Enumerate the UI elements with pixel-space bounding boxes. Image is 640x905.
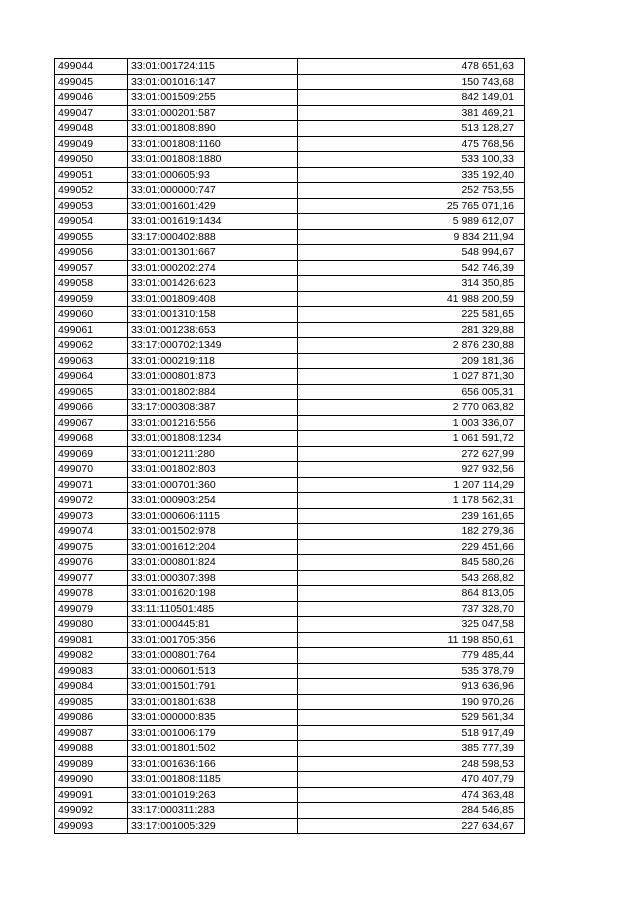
value-cell: 9 834 211,94 <box>298 229 525 245</box>
value-cell: 190 970,26 <box>298 694 525 710</box>
table-row <box>55 648 525 664</box>
table-row <box>55 338 525 354</box>
row-id-cell: 499061 <box>55 322 128 338</box>
table-row <box>55 772 525 788</box>
row-id-cell: 499048 <box>55 121 128 137</box>
cadastral-number-cell: 33:01:001808:1234 <box>128 431 298 447</box>
table-row <box>55 74 525 90</box>
value-cell: 252 753,55 <box>298 183 525 199</box>
row-id-cell: 499081 <box>55 632 128 648</box>
row-id-cell: 499057 <box>55 260 128 276</box>
cadastral-number-cell: 33:01:001238:653 <box>128 322 298 338</box>
row-id-cell: 499084 <box>55 679 128 695</box>
cadastral-number-cell: 33:01:000605:93 <box>128 167 298 183</box>
cadastral-number-cell: 33:01:001509:255 <box>128 90 298 106</box>
cadastral-number-cell: 33:01:001019:263 <box>128 787 298 803</box>
cadastral-number-cell: 33:01:001636:166 <box>128 756 298 772</box>
cadastral-number-cell: 33:17:000402:888 <box>128 229 298 245</box>
table-row <box>55 555 525 571</box>
row-id-cell: 499047 <box>55 105 128 121</box>
row-id-cell: 499064 <box>55 369 128 385</box>
cadastral-number-cell: 33:01:001620:198 <box>128 586 298 602</box>
row-id-cell: 499068 <box>55 431 128 447</box>
value-cell: 272 627,99 <box>298 446 525 462</box>
table-row <box>55 508 525 524</box>
table-row <box>55 198 525 214</box>
row-id-cell: 499052 <box>55 183 128 199</box>
row-id-cell: 499055 <box>55 229 128 245</box>
row-id-cell: 499050 <box>55 152 128 168</box>
value-cell: 229 451,66 <box>298 539 525 555</box>
cadastral-number-cell: 33:17:001005:329 <box>128 818 298 834</box>
row-id-cell: 499046 <box>55 90 128 106</box>
row-id-cell: 499060 <box>55 307 128 323</box>
cadastral-number-cell: 33:01:000601:513 <box>128 663 298 679</box>
row-id-cell: 499093 <box>55 818 128 834</box>
row-id-cell: 499076 <box>55 555 128 571</box>
value-cell: 1 178 562,31 <box>298 493 525 509</box>
table-row <box>55 601 525 617</box>
cadastral-number-cell: 33:01:000606:1115 <box>128 508 298 524</box>
cadastral-number-cell: 33:01:001502:978 <box>128 524 298 540</box>
row-id-cell: 499077 <box>55 570 128 586</box>
table-row <box>55 462 525 478</box>
table-row <box>55 152 525 168</box>
table-row <box>55 524 525 540</box>
table-row <box>55 322 525 338</box>
value-cell: 542 746,39 <box>298 260 525 276</box>
value-cell: 1 061 591,72 <box>298 431 525 447</box>
table-row <box>55 167 525 183</box>
row-id-cell: 499044 <box>55 59 128 75</box>
row-id-cell: 499071 <box>55 477 128 493</box>
cadastral-number-cell: 33:01:001216:556 <box>128 415 298 431</box>
value-cell: 1 003 336,07 <box>298 415 525 431</box>
cadastral-number-cell: 33:01:001301:667 <box>128 245 298 261</box>
cadastral-number-cell: 33:17:000308:387 <box>128 400 298 416</box>
table-row <box>55 663 525 679</box>
document-table-wrapper <box>54 58 524 834</box>
value-cell: 478 651,63 <box>298 59 525 75</box>
value-cell: 864 813,05 <box>298 586 525 602</box>
row-id-cell: 499087 <box>55 725 128 741</box>
row-id-cell: 499056 <box>55 245 128 261</box>
cadastral-number-cell: 33:01:000701:360 <box>128 477 298 493</box>
value-cell: 548 994,67 <box>298 245 525 261</box>
cadastral-number-cell: 33:01:001808:1880 <box>128 152 298 168</box>
row-id-cell: 499091 <box>55 787 128 803</box>
row-id-cell: 499085 <box>55 694 128 710</box>
value-cell: 325 047,58 <box>298 617 525 633</box>
cadastral-number-cell: 33:01:001601:429 <box>128 198 298 214</box>
value-cell: 2 876 230,88 <box>298 338 525 354</box>
cadastral-number-cell: 33:01:001802:803 <box>128 462 298 478</box>
value-cell: 209 181,36 <box>298 353 525 369</box>
table-row <box>55 369 525 385</box>
cadastral-number-cell: 33:01:000000:747 <box>128 183 298 199</box>
row-id-cell: 499063 <box>55 353 128 369</box>
row-id-cell: 499051 <box>55 167 128 183</box>
cadastral-number-cell: 33:01:001006:179 <box>128 725 298 741</box>
cadastral-number-cell: 33:01:001801:502 <box>128 741 298 757</box>
cadastral-value-table <box>54 58 525 834</box>
row-id-cell: 499078 <box>55 586 128 602</box>
value-cell: 842 149,01 <box>298 90 525 106</box>
row-id-cell: 499079 <box>55 601 128 617</box>
table-row <box>55 570 525 586</box>
value-cell: 239 161,65 <box>298 508 525 524</box>
row-id-cell: 499074 <box>55 524 128 540</box>
cadastral-number-cell: 33:01:001808:890 <box>128 121 298 137</box>
value-cell: 314 350,85 <box>298 276 525 292</box>
value-cell: 41 988 200,59 <box>298 291 525 307</box>
row-id-cell: 499088 <box>55 741 128 757</box>
table-row <box>55 245 525 261</box>
table-row <box>55 632 525 648</box>
value-cell: 475 768,56 <box>298 136 525 152</box>
value-cell: 913 636,96 <box>298 679 525 695</box>
value-cell: 533 100,33 <box>298 152 525 168</box>
value-cell: 385 777,39 <box>298 741 525 757</box>
cadastral-number-cell: 33:01:001724:115 <box>128 59 298 75</box>
table-row <box>55 384 525 400</box>
value-cell: 779 485,44 <box>298 648 525 664</box>
row-id-cell: 499066 <box>55 400 128 416</box>
table-row <box>55 121 525 137</box>
table-row <box>55 493 525 509</box>
row-id-cell: 499069 <box>55 446 128 462</box>
row-id-cell: 499054 <box>55 214 128 230</box>
value-cell: 927 932,56 <box>298 462 525 478</box>
cadastral-number-cell: 33:01:000801:873 <box>128 369 298 385</box>
table-row <box>55 710 525 726</box>
row-id-cell: 499067 <box>55 415 128 431</box>
value-cell: 1 027 871,30 <box>298 369 525 385</box>
row-id-cell: 499065 <box>55 384 128 400</box>
value-cell: 529 561,34 <box>298 710 525 726</box>
cadastral-number-cell: 33:01:001802:884 <box>128 384 298 400</box>
table-body <box>55 59 525 834</box>
value-cell: 335 192,40 <box>298 167 525 183</box>
value-cell: 656 005,31 <box>298 384 525 400</box>
value-cell: 25 765 071,16 <box>298 198 525 214</box>
table-row <box>55 787 525 803</box>
table-row <box>55 59 525 75</box>
cadastral-number-cell: 33:17:000702:1349 <box>128 338 298 354</box>
cadastral-number-cell: 33:01:001426:623 <box>128 276 298 292</box>
cadastral-number-cell: 33:01:000202:274 <box>128 260 298 276</box>
value-cell: 150 743,68 <box>298 74 525 90</box>
row-id-cell: 499072 <box>55 493 128 509</box>
row-id-cell: 499049 <box>55 136 128 152</box>
row-id-cell: 499045 <box>55 74 128 90</box>
row-id-cell: 499090 <box>55 772 128 788</box>
cadastral-number-cell: 33:01:000801:824 <box>128 555 298 571</box>
row-id-cell: 499092 <box>55 803 128 819</box>
table-row <box>55 307 525 323</box>
cadastral-number-cell: 33:01:000219:118 <box>128 353 298 369</box>
value-cell: 225 581,65 <box>298 307 525 323</box>
cadastral-number-cell: 33:01:000000:835 <box>128 710 298 726</box>
value-cell: 2 770 063,82 <box>298 400 525 416</box>
table-row <box>55 291 525 307</box>
cadastral-number-cell: 33:01:001619:1434 <box>128 214 298 230</box>
row-id-cell: 499070 <box>55 462 128 478</box>
table-row <box>55 260 525 276</box>
row-id-cell: 499059 <box>55 291 128 307</box>
table-row <box>55 105 525 121</box>
cadastral-number-cell: 33:01:000903:254 <box>128 493 298 509</box>
value-cell: 470 407,79 <box>298 772 525 788</box>
table-row <box>55 741 525 757</box>
value-cell: 513 128,27 <box>298 121 525 137</box>
table-row <box>55 586 525 602</box>
row-id-cell: 499073 <box>55 508 128 524</box>
cadastral-number-cell: 33:01:000445:81 <box>128 617 298 633</box>
table-row <box>55 679 525 695</box>
row-id-cell: 499082 <box>55 648 128 664</box>
value-cell: 474 363,48 <box>298 787 525 803</box>
table-row <box>55 803 525 819</box>
table-row <box>55 415 525 431</box>
cadastral-number-cell: 33:01:001808:1160 <box>128 136 298 152</box>
table-row <box>55 694 525 710</box>
value-cell: 182 279,36 <box>298 524 525 540</box>
value-cell: 381 469,21 <box>298 105 525 121</box>
value-cell: 518 917,49 <box>298 725 525 741</box>
table-row <box>55 229 525 245</box>
value-cell: 535 378,79 <box>298 663 525 679</box>
cadastral-number-cell: 33:01:001808:1185 <box>128 772 298 788</box>
row-id-cell: 499083 <box>55 663 128 679</box>
value-cell: 5 989 612,07 <box>298 214 525 230</box>
table-row <box>55 477 525 493</box>
table-row <box>55 617 525 633</box>
value-cell: 11 198 850,61 <box>298 632 525 648</box>
table-row <box>55 276 525 292</box>
table-row <box>55 756 525 772</box>
cadastral-number-cell: 33:11:110501:485 <box>128 601 298 617</box>
table-row <box>55 136 525 152</box>
table-row <box>55 725 525 741</box>
cadastral-number-cell: 33:01:001612:204 <box>128 539 298 555</box>
row-id-cell: 499058 <box>55 276 128 292</box>
table-row <box>55 90 525 106</box>
cadastral-number-cell: 33:01:001501:791 <box>128 679 298 695</box>
value-cell: 227 634,67 <box>298 818 525 834</box>
cadastral-number-cell: 33:01:000201:587 <box>128 105 298 121</box>
table-row <box>55 353 525 369</box>
cadastral-number-cell: 33:01:000801:764 <box>128 648 298 664</box>
cadastral-number-cell: 33:01:001801:638 <box>128 694 298 710</box>
row-id-cell: 499053 <box>55 198 128 214</box>
value-cell: 284 546,85 <box>298 803 525 819</box>
cadastral-number-cell: 33:17:000311:283 <box>128 803 298 819</box>
table-row <box>55 539 525 555</box>
table-row <box>55 214 525 230</box>
value-cell: 543 268,82 <box>298 570 525 586</box>
table-row <box>55 183 525 199</box>
row-id-cell: 499086 <box>55 710 128 726</box>
value-cell: 248 598,53 <box>298 756 525 772</box>
cadastral-number-cell: 33:01:001809:408 <box>128 291 298 307</box>
row-id-cell: 499075 <box>55 539 128 555</box>
cadastral-number-cell: 33:01:000307:398 <box>128 570 298 586</box>
value-cell: 281 329,88 <box>298 322 525 338</box>
table-row <box>55 431 525 447</box>
table-row <box>55 446 525 462</box>
value-cell: 1 207 114,29 <box>298 477 525 493</box>
table-row <box>55 818 525 834</box>
cadastral-number-cell: 33:01:001310:158 <box>128 307 298 323</box>
cadastral-number-cell: 33:01:001705:356 <box>128 632 298 648</box>
cadastral-number-cell: 33:01:001016:147 <box>128 74 298 90</box>
cadastral-number-cell: 33:01:001211:280 <box>128 446 298 462</box>
row-id-cell: 499089 <box>55 756 128 772</box>
row-id-cell: 499062 <box>55 338 128 354</box>
table-row <box>55 400 525 416</box>
value-cell: 845 580,26 <box>298 555 525 571</box>
row-id-cell: 499080 <box>55 617 128 633</box>
value-cell: 737 328,70 <box>298 601 525 617</box>
